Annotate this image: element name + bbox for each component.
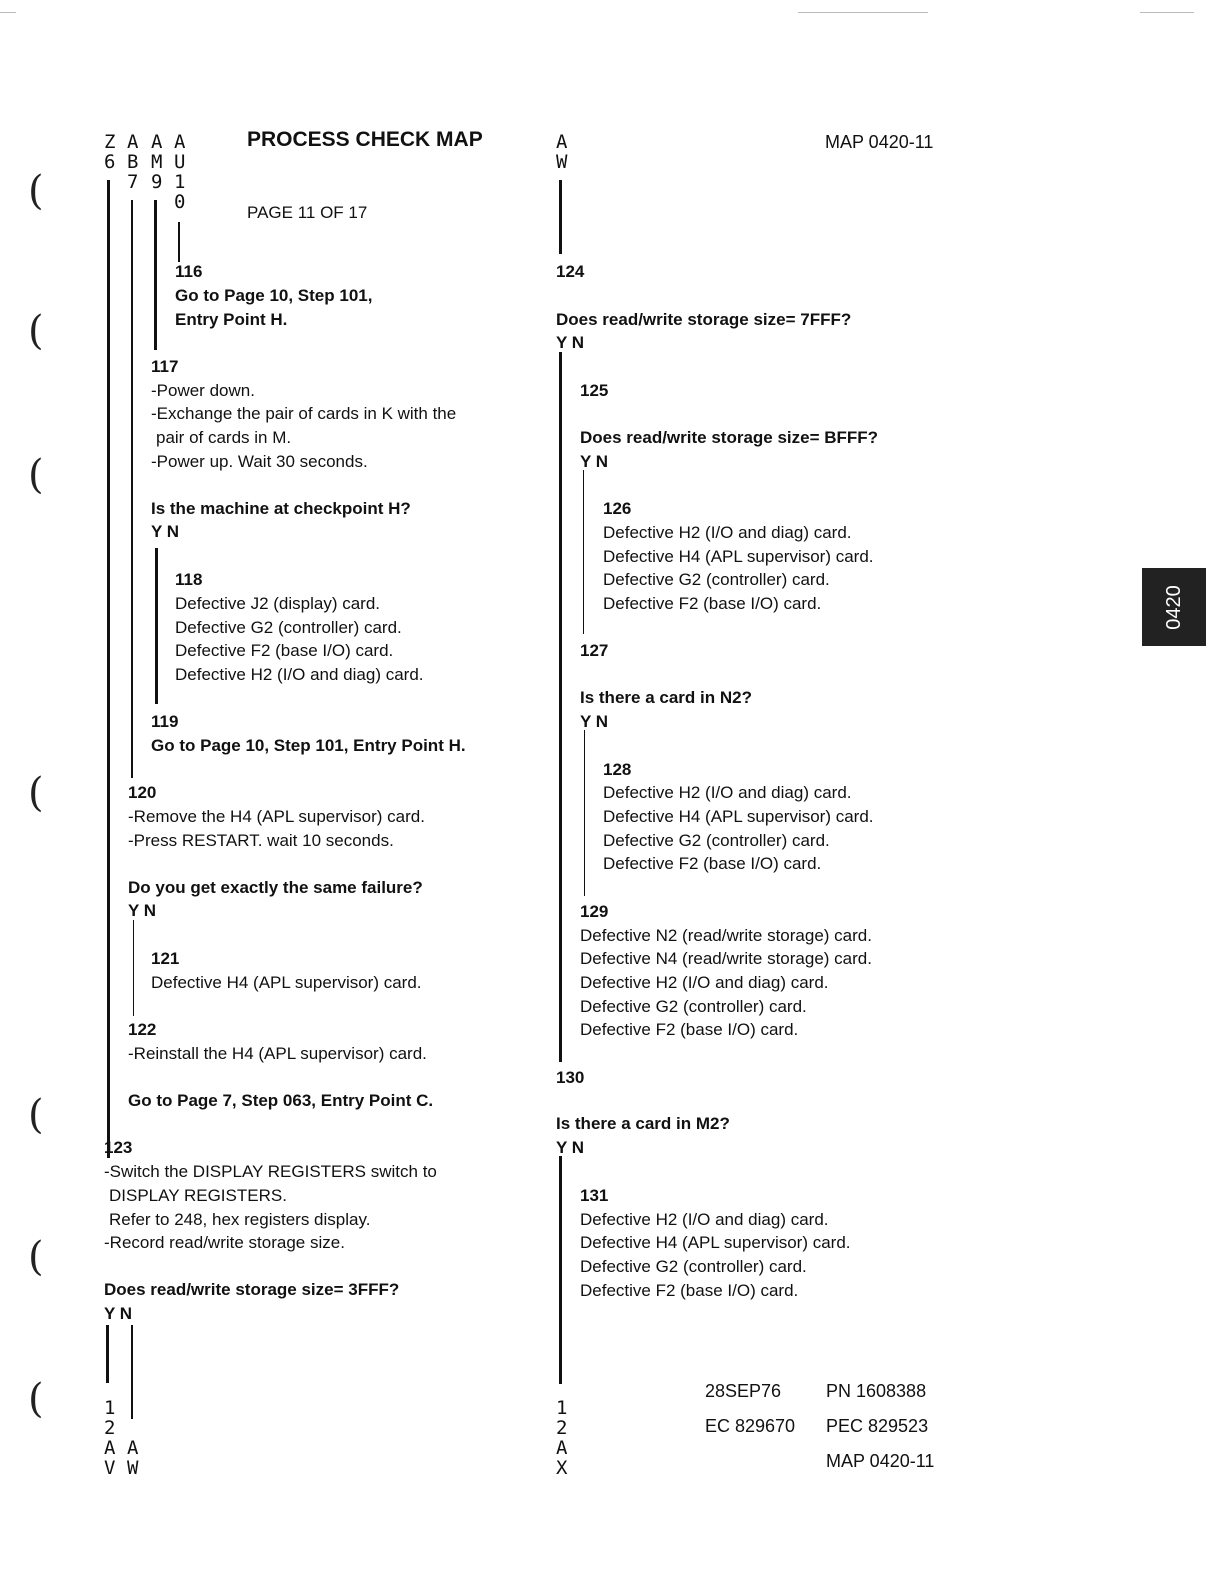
section-tab-label: 0420 [1162, 584, 1185, 630]
step-129-line: Defective G2 (controller) card. [580, 997, 807, 1016]
scan-mark [0, 12, 16, 13]
step-131-line: Defective G2 (controller) card. [580, 1257, 807, 1276]
question-124: Does read/write storage size= 7FFF? [556, 310, 852, 329]
flow-line [583, 470, 584, 634]
flow-line [178, 222, 180, 262]
step-117-line: pair of cards in M. [156, 428, 292, 447]
step-116-number: 116 [175, 262, 203, 281]
step-128-line: Defective H2 (I/O and diag) card. [603, 783, 852, 802]
step-130-number: 130 [556, 1068, 585, 1087]
step-117-number: 117 [151, 357, 179, 376]
step-131-line: Defective H4 (APL supervisor) card. [580, 1233, 851, 1252]
step-124-number: 124 [556, 262, 585, 281]
step-118-line: Defective F2 (base I/O) card. [175, 641, 394, 660]
step-118-number: 118 [175, 570, 203, 589]
step-118-line: Defective J2 (display) card. [175, 594, 381, 613]
question-130: Is there a card in M2? [556, 1114, 730, 1133]
flow-line [131, 1325, 133, 1419]
step-123-number: 123 [104, 1138, 133, 1157]
step-116-line: Entry Point H. [175, 310, 288, 329]
connector-aw-bottom: A W [127, 1437, 139, 1479]
yes-no-label: Y N [128, 901, 157, 920]
step-122-number: 122 [128, 1020, 157, 1039]
step-126-number: 126 [603, 499, 632, 518]
page-title: PROCESS CHECK MAP [247, 128, 483, 151]
question-117: Is the machine at checkpoint H? [151, 499, 411, 518]
question-120: Do you get exactly the same failure? [128, 878, 423, 897]
step-121-number: 121 [151, 949, 180, 968]
step-127-number: 127 [580, 641, 609, 660]
step-128-line: Defective F2 (base I/O) card. [603, 854, 822, 873]
step-123-line: Refer to 248, hex registers display. [109, 1210, 371, 1229]
step-131-number: 131 [580, 1186, 609, 1205]
yes-no-label: Y N [556, 1138, 585, 1157]
connector-12av: 1 2 A V [104, 1397, 116, 1479]
step-125-number: 125 [580, 381, 609, 400]
yes-no-label: Y N [104, 1304, 133, 1323]
yes-no-label: Y N [151, 522, 180, 541]
footer-part-number: PN 1608388 [826, 1381, 927, 1401]
goto-step-063: Go to Page 7, Step 063, Entry Point C. [128, 1091, 434, 1110]
scan-mark [1140, 12, 1194, 13]
connector-au10: A U 1 0 [174, 131, 186, 213]
footer-ec: EC 829670 [705, 1416, 796, 1436]
step-122-line: -Reinstall the H4 (APL supervisor) card. [128, 1044, 427, 1063]
step-117-line: -Power up. Wait 30 seconds. [151, 452, 368, 471]
step-128-number: 128 [603, 760, 632, 779]
binder-hole-mark: ( [28, 1376, 44, 1422]
binder-hole-mark: ( [28, 1092, 44, 1138]
binder-hole-mark: ( [28, 452, 44, 498]
section-tab [1142, 568, 1206, 646]
step-129-line: Defective N4 (read/write storage) card. [580, 949, 872, 968]
step-121-line: Defective H4 (APL supervisor) card. [151, 973, 422, 992]
binder-hole-mark: ( [28, 168, 44, 214]
yes-no-label: Y N [556, 333, 585, 352]
step-117-line: -Exchange the pair of cards in K with the [151, 404, 457, 423]
step-128-line: Defective G2 (controller) card. [603, 831, 830, 850]
footer-pec: PEC 829523 [826, 1416, 929, 1436]
binder-hole-mark: ( [28, 1234, 44, 1280]
connector-am9: A M 9 [151, 131, 163, 193]
step-129-line: Defective N2 (read/write storage) card. [580, 926, 872, 945]
step-126-line: Defective G2 (controller) card. [603, 570, 830, 589]
step-123-line: DISPLAY REGISTERS. [109, 1186, 287, 1205]
flow-line [154, 200, 157, 350]
question-127: Is there a card in N2? [580, 688, 752, 707]
step-128-line: Defective H4 (APL supervisor) card. [603, 807, 874, 826]
step-126-line: Defective F2 (base I/O) card. [603, 594, 822, 613]
scan-mark [798, 12, 928, 13]
step-131-line: Defective F2 (base I/O) card. [580, 1281, 799, 1300]
step-116-line: Go to Page 10, Step 101, [175, 286, 373, 305]
step-129-number: 129 [580, 902, 609, 921]
flow-line [584, 730, 585, 896]
question-123: Does read/write storage size= 3FFF? [104, 1280, 400, 1299]
yes-no-label: Y N [580, 712, 609, 731]
footer-date: 28SEP76 [705, 1381, 782, 1401]
page-number: PAGE 11 OF 17 [247, 203, 368, 222]
flow-line [133, 920, 134, 1016]
connector-z6: Z 6 [104, 131, 116, 173]
map-id-header: MAP 0420-11 [825, 132, 934, 152]
binder-hole-mark: ( [28, 770, 44, 816]
flow-line [107, 180, 110, 1158]
flow-line [155, 548, 158, 704]
connector-12ax: 1 2 A X [556, 1397, 568, 1479]
step-120-line: -Press RESTART. wait 10 seconds. [128, 831, 394, 850]
step-120-line: -Remove the H4 (APL supervisor) card. [128, 807, 425, 826]
step-119-number: 119 [151, 712, 179, 731]
connector-aw-top: A W [556, 131, 568, 173]
step-118-line: Defective G2 (controller) card. [175, 618, 402, 637]
flow-line [559, 180, 562, 254]
flow-line [106, 1325, 109, 1383]
step-131-line: Defective H2 (I/O and diag) card. [580, 1210, 829, 1229]
flow-line [559, 352, 562, 1062]
step-123-line: -Record read/write storage size. [104, 1233, 345, 1252]
step-126-line: Defective H4 (APL supervisor) card. [603, 547, 874, 566]
step-129-line: Defective F2 (base I/O) card. [580, 1020, 799, 1039]
step-119-line: Go to Page 10, Step 101, Entry Point H. [151, 736, 466, 755]
connector-ab7: A B 7 [127, 131, 139, 193]
step-120-number: 120 [128, 783, 157, 802]
flow-line [559, 1156, 562, 1384]
step-126-line: Defective H2 (I/O and diag) card. [603, 523, 852, 542]
flow-line [131, 200, 133, 778]
step-123-line: -Switch the DISPLAY REGISTERS switch to [104, 1162, 437, 1181]
footer-map-id: MAP 0420-11 [826, 1451, 935, 1471]
yes-no-label: Y N [580, 452, 609, 471]
step-129-line: Defective H2 (I/O and diag) card. [580, 973, 829, 992]
step-117-line: -Power down. [151, 381, 255, 400]
binder-hole-mark: ( [28, 308, 44, 354]
question-125: Does read/write storage size= BFFF? [580, 428, 879, 447]
step-118-line: Defective H2 (I/O and diag) card. [175, 665, 424, 684]
